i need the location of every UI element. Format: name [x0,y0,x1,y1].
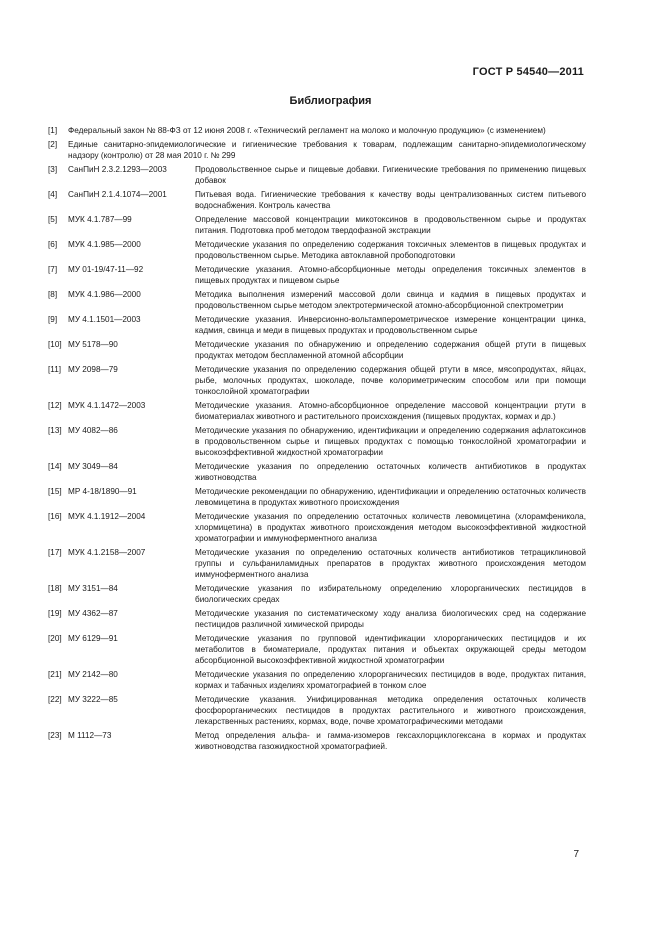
bibliography-entry [48,339,586,361]
entry-document-code: МУ 3151—84 [68,584,118,593]
bibliography-entry [48,139,586,161]
bibliography-entry [48,189,586,211]
entry-document-code: М 1112—73 [68,731,112,740]
entry-number: [2] [48,140,58,149]
entry-document-code: МУ 2098—79 [68,365,118,374]
entry-number: [16] [48,512,62,521]
entry-title: Федеральный закон № 88-ФЗ от 12 июня 2008 г. «Технический регламент на молоко и молочную продукцию» (с изменением) [68,126,546,135]
entry-document-code: СанПиН 2.1.4.1074—2001 [68,190,167,199]
bibliography-entry [48,214,586,236]
entry-title: Методические указания по групповой идентификации хлорорганических пестицидов и их метаболитов в биоматериале, продуктах питания и объектах окружающей среды методом абсорбционной высокоэффективной жидкостной хроматографии [195,634,586,665]
entry-number: [10] [48,340,62,349]
entry-number: [12] [48,401,62,410]
entry-document-code: МР 4-18/1890—91 [68,487,137,496]
entry-title: Методические указания. Атомно-абсорбционные методы определения токсичных элементов в пищевых продуктах и пищевом сырье [195,265,586,285]
entry-title: Методические указания. Инверсионно-вольтамперометрическое измерение концентрации цинка, кадмия, свинца и меди в пищевых продуктах и продовольственном сырье [195,315,586,335]
entry-number: [11] [48,365,62,374]
entry-number: [3] [48,165,58,174]
bibliography-entry [48,264,586,286]
entry-title: Продовольственное сырье и пищевые добавки. Гигиенические требования по применению пищевых добавок [195,165,586,185]
entry-number: [23] [48,731,62,740]
entry-title: Методика выполнения измерений массовой доли свинца и кадмия в пищевых продуктах и продовольственном сырье методом электротермической атомно-абсорбционной спектрометрии [195,290,586,310]
entry-document-code: МУ 3222—85 [68,695,118,704]
entry-number: [19] [48,609,62,618]
bibliography-entry [48,633,586,666]
entry-document-code: МУК 4.1.787—99 [68,215,132,224]
bibliography-entry [48,608,586,630]
entry-title: Методические указания. Атомно-абсорбционное определение массовой концентрации ртути в биоматериалах животного и растительного происхождения (пищевых продуктах, кормах и др.) [195,401,586,421]
entry-number: [8] [48,290,58,299]
entry-title: Единые санитарно-эпидемиологические и гигиенические требования к товарам, подлежащим санитарно-эпидемиологическому надзору (контролю) от 28 мая 2010 г. № 299 [68,140,586,160]
entry-title: Методические указания по определению содержания токсичных элементов в пищевых продуктах и продовольственном сырье. Методика автоклавной пробоподготовки [195,240,586,260]
entry-number: [14] [48,462,62,471]
bibliography-list [48,125,586,755]
bibliography-entry [48,694,586,727]
entry-title: Определение массовой концентрации микотоксинов в продовольственном сырье и продуктах питания. Подготовка проб методом твердофазной экстракции [195,215,586,235]
entry-number: [22] [48,695,62,704]
bibliography-entry [48,400,586,422]
entry-number: [21] [48,670,62,679]
bibliography-entry [48,289,586,311]
entry-document-code: МУК 4.1.1472—2003 [68,401,146,410]
bibliography-entry [48,461,586,483]
entry-number: [15] [48,487,62,496]
standard-code: ГОСТ Р 54540—2011 [472,66,584,78]
bibliography-entry [48,583,586,605]
entry-document-code: МУ 4362—87 [68,609,118,618]
entry-title: Методические указания по определению остаточных количеств антибиотиков в продуктах животноводства [195,462,586,482]
entry-document-code: МУК 4.1.985—2000 [68,240,141,249]
entry-document-code: МУ 01-19/47-11—92 [68,265,144,274]
entry-title: Методические рекомендации по обнаружению, идентификации и определению остаточных количеств левомицетина в продуктах животного происхождения [195,487,586,507]
entry-number: [17] [48,548,62,557]
entry-title: Питьевая вода. Гигиенические требования к качеству воды централизованных систем питьевого водоснабжения. Контроль качества [195,190,586,210]
entry-document-code: МУ 6129—91 [68,634,118,643]
entry-number: [7] [48,265,58,274]
entry-title: Методические указания по избирательному определению хлорорганических пестицидов в биологических средах [195,584,586,604]
bibliography-entry [48,730,586,752]
entry-document-code: МУ 5178—90 [68,340,118,349]
entry-title: Методические указания по определению остаточных количеств антибиотиков тетрациклиновой группы и сульфаниламидных препаратов в продуктах животного происхождения методом иммуноферментного анализа [195,548,586,579]
bibliography-entry [48,314,586,336]
entry-document-code: МУ 4082—86 [68,426,118,435]
page-title: Библиография [289,95,372,107]
entry-title: Методические указания по обнаружению и определению содержания общей ртути в пищевых продуктах методом беспламенной атомной абсорбции [195,340,586,360]
bibliography-entry [48,164,586,186]
entry-title: Методические указания по определению хлорорганических пестицидов в воде, продуктах питания, кормах и табачных изделиях хроматографией в тонком слое [195,670,586,690]
entry-number: [9] [48,315,58,324]
entry-title: Метод определения альфа- и гамма-изомеров гексахлорциклогексана в кормах и продуктах животноводства газожидкостной хроматографией. [195,731,586,751]
entry-number: [18] [48,584,62,593]
bibliography-entry [48,669,586,691]
entry-number: [5] [48,215,58,224]
entry-document-code: МУ 4.1.1501—2003 [68,315,141,324]
bibliography-entry [48,547,586,580]
entry-document-code: МУК 4.1.1912—2004 [68,512,146,521]
entry-number: [1] [48,126,58,135]
bibliography-entry [48,364,586,397]
entry-title: Методические указания по определению содержания общей ртути в мясе, мясопродуктах, яйцах, рыбе, молочных продуктах, шоколаде, почве колориметрическим способом или при помощи тонкослойной хроматографии [195,365,586,396]
entry-title: Методические указания. Унифицированная методика определения остаточных количеств фосфорорганических пестицидов в продуктах растительного и животного происхождения, лекарственных растениях, кормах, воде, почве хроматографическими методами [195,695,586,726]
entry-title: Методические указания по обнаружению, идентификации и определению содержания афлатоксинов в продовольственном сырье и пищевых продуктах с помощью тонкослойной хроматографии и высокоэффективной жидкостной хроматографии [195,426,586,457]
entry-title: Методические указания по определению остаточных количеств левомицетина (хлорамфеникола, хлормицетина) в продуктах животного происхождения методом высокоэффективной жидкостной хроматографии и иммуноферментного анализа [195,512,586,543]
entry-number: [6] [48,240,58,249]
entry-document-code: МУ 2142—80 [68,670,118,679]
bibliography-entry [48,425,586,458]
entry-document-code: МУК 4.1.2158—2007 [68,548,146,557]
entry-number: [13] [48,426,62,435]
entry-number: [4] [48,190,58,199]
entry-document-code: МУК 4.1.986—2000 [68,290,141,299]
bibliography-entry [48,125,586,136]
page-number: 7 [573,849,579,860]
bibliography-entry [48,511,586,544]
entry-title: Методические указания по систематическому ходу анализа биологических сред на содержание пестицидов различной химической природы [195,609,586,629]
bibliography-entry [48,486,586,508]
entry-document-code: СанПиН 2.3.2.1293—2003 [68,165,167,174]
bibliography-entry [48,239,586,261]
entry-document-code: МУ 3049—84 [68,462,118,471]
entry-number: [20] [48,634,62,643]
